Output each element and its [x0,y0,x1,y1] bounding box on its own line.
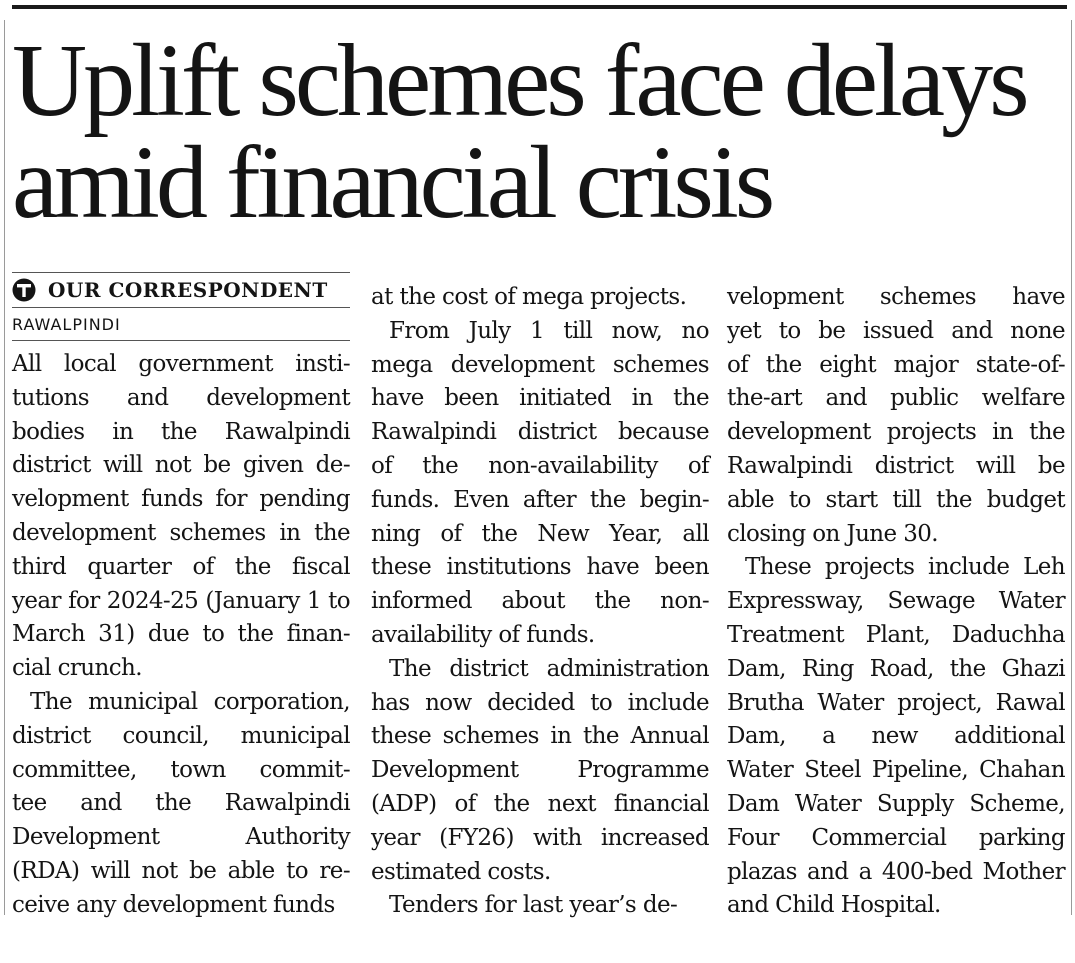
article-line: These projects include Leh [745,554,1065,581]
article-line: tee and the Rawalpindi [12,790,350,817]
article-line: yet to be issued and none [727,317,1065,344]
headline-line-1: Uplift schemes face delays [12,23,1026,138]
article-line: of the non-availability of [371,453,709,479]
article-line: Water Steel Pipeline, Chahan [727,757,1065,784]
left-border [4,20,5,915]
article-line: velopment schemes have [727,284,1065,310]
article-line: From July 1 till now, no [389,317,709,344]
article-line: development schemes in the [12,520,350,546]
headline [12,23,1026,240]
top-rule [12,5,1067,9]
article-line: The district administration [389,655,709,682]
article-line: mega development schemes [371,351,709,378]
article-line: development projects in the [727,419,1065,446]
article-line: March 31) due to the finan- [12,621,350,648]
article-line: ning of the New Year, all [371,520,709,547]
article-line: Development Programme [371,757,709,784]
article-line: the-art and public welfare [727,385,1065,412]
article-line: Four Commercial parking [727,824,1065,851]
article-line: closing on June 30. [727,520,939,547]
article-line: estimated costs. [371,858,551,885]
article-line: has now decided to include [371,689,709,716]
article-line: informed about the non- [371,588,709,615]
byline-top-rule [12,272,350,273]
article-line: have been initiated in the [371,385,709,412]
article-line: year for 2024-25 (January 1 to [12,587,350,614]
article-line: Tenders for last year’s de- [389,892,678,919]
article-line: funds. Even after the begin- [371,486,709,513]
article-line: these schemes in the Annual [371,723,709,750]
article-line: cial crunch. [12,655,142,682]
article-line: ceive any development funds [12,891,335,918]
dateline: RAWALPINDI [12,315,121,334]
article-line: third quarter of the fiscal [12,553,350,580]
byline [12,276,328,304]
article-line: district will not be given de- [12,452,350,479]
article-line: tutions and development [12,384,350,411]
article-line: (RDA) will not be able to re- [12,858,350,884]
article-line: All local government insti- [12,351,350,377]
tribune-t-icon [12,278,36,302]
byline-divider [12,307,350,308]
article-line: Brutha Water project, Rawal [727,689,1065,716]
article-line: Dam Water Supply Scheme, [727,791,1065,817]
article-line: Rawalpindi district will be [727,453,1065,479]
article-line: at the cost of mega projects. [371,284,687,310]
article-line: these institutions have been [371,554,709,581]
article-line: (ADP) of the next financial [371,791,709,817]
article-line: The municipal corporation, [30,689,350,715]
article-line: velopment funds for pending [12,486,350,513]
article-line: year (FY26) with increased [371,824,709,851]
article-line: of the eight major state-of- [727,351,1065,378]
article-line: and Child Hospital. [727,892,941,919]
headline-line-2: amid financial crisis [12,125,772,240]
right-border [1071,20,1072,915]
article-line: Expressway, Sewage Water [727,588,1065,615]
article-line: Dam, a new additional [727,723,1065,750]
byline-author: OUR CORRESPONDENT [48,278,328,302]
article-line: district council, municipal [12,722,350,749]
article-line: bodies in the Rawalpindi [12,418,350,445]
article-line: committee, town commit- [12,756,350,783]
article-line: able to start till the budget [727,486,1065,513]
article-line: availability of funds. [371,622,595,648]
byline-bottom-rule [12,340,350,341]
article-line: Treatment Plant, Daduchha [727,622,1065,648]
article-line: Development Authority [12,824,350,851]
article-line: plazas and a 400-bed Mother [727,858,1065,885]
article-line: Dam, Ring Road, the Ghazi [727,655,1065,682]
article-line: Rawalpindi district because [371,419,709,446]
